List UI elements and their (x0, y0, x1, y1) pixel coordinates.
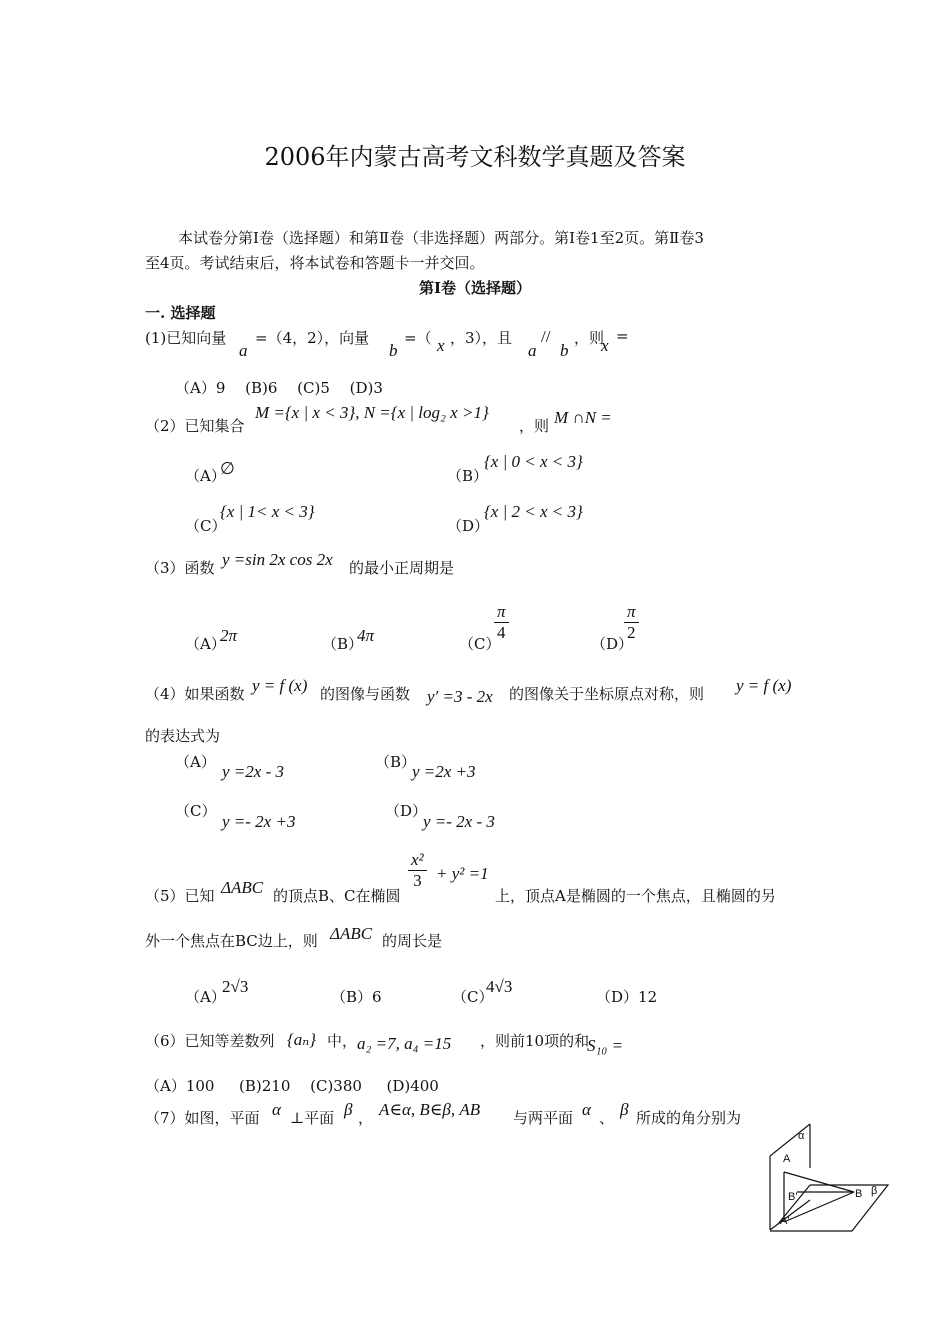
figure-label-alpha: α (798, 1130, 805, 1142)
q5-opt-c: 4√3 (486, 977, 513, 996)
q7-planes-figure (760, 1120, 890, 1235)
q4-func-2: y′ =3 - 2x (427, 687, 493, 706)
q2-opt-b-label: （B） (447, 467, 489, 485)
q5-opt-d: （D）12 (596, 988, 658, 1006)
section-title: 一. 选择题 (145, 304, 216, 322)
alpha-plane-base (770, 1200, 810, 1230)
page-title: 2006年内蒙古高考文科数学真题及答案 (264, 143, 686, 171)
q1-vector-b2: b (560, 341, 569, 360)
q5-line-2a: 外一个焦点在BC边上，则 (145, 932, 318, 950)
q4-mid-1: 的图像与函数 (320, 685, 411, 703)
q5-opt-b: （B）6 (331, 988, 382, 1006)
q5-mid-2: 上，顶点A是椭圆的一个焦点，且椭圆的另 (495, 887, 776, 905)
q1-then: ，则 (574, 329, 605, 347)
q3-opt-d-denominator: 2 (627, 623, 636, 642)
q5-frac-denominator: 3 (413, 871, 422, 890)
q1-prefix: (1)已知向量 (145, 329, 227, 347)
q1-vector-a: a (239, 341, 248, 360)
figure-label-B: B (855, 1188, 863, 1200)
q2-set-expr: M ={x | x < 3}, N ={x | log₂ x >1} (255, 403, 489, 422)
q1-options: （A）9 (B)6 (C)5 (D)3 (175, 379, 383, 397)
q2-result: M ∩N = (554, 408, 612, 427)
q6-options: （A）100 (B)210 (C)380 (D)400 (145, 1077, 439, 1095)
q4-opt-d: y =- 2x - 3 (423, 812, 495, 831)
q1-eq2: =（ (404, 329, 432, 347)
q7-beta: β (344, 1100, 353, 1119)
q4-opt-d-label: （D） (385, 802, 428, 820)
q2-then: ，则 (519, 417, 550, 435)
q7-mid: 与两平面 (513, 1109, 574, 1127)
q2-opt-b: {x | 0 < x < 3} (484, 452, 583, 471)
q2-opt-d: {x | 2 < x < 3} (484, 502, 583, 521)
q4-opt-a: y =2x - 3 (222, 762, 284, 781)
q2-opt-a: ∅ (220, 459, 235, 478)
part-title: 第Ⅰ卷（选择题） (418, 279, 532, 297)
q1-parallel: // (541, 327, 551, 346)
q5-opt-a: 2√3 (222, 977, 249, 996)
q4-opt-b-label: （B） (375, 753, 417, 771)
q4-prefix: （4）如果函数 (145, 685, 245, 703)
q3-opt-a: 2π (220, 626, 238, 645)
q7-alpha-2: α (582, 1100, 591, 1119)
q6-mid-2: ，则前10项的和 (480, 1032, 590, 1050)
q3-opt-c-fraction (494, 602, 509, 643)
q7-sep: 、 (599, 1109, 615, 1127)
q6-sum: S₁₀ = (587, 1036, 624, 1055)
figure-label-beta: β (871, 1185, 878, 1197)
q3-opt-b: 4π (357, 626, 375, 645)
figure-label-Bprime: B' (788, 1191, 798, 1203)
q4-opt-c-label: （C） (175, 802, 217, 820)
q3-suffix: 的最小正周期是 (349, 559, 455, 577)
q7-suffix: 所成的角分别为 (636, 1109, 742, 1127)
segment-AB (784, 1172, 854, 1192)
q4-opt-b: y =2x +3 (412, 762, 476, 781)
q5-mid-1: 的顶点B、C在椭圆 (273, 887, 401, 905)
q7-prefix: （7）如图，平面 (145, 1109, 260, 1127)
q7-beta-2: β (620, 1100, 629, 1119)
q4-func-3: y = f (x) (736, 676, 792, 695)
q7-condition: A∈α, B∈β, AB (379, 1100, 481, 1119)
q4-mid-2: 的图像关于坐标原点对称，则 (509, 685, 705, 703)
q3-opt-c-denominator: 4 (497, 623, 506, 642)
q7-alpha: α (272, 1100, 281, 1119)
q1-eq4: = (616, 327, 629, 345)
q5-triangle: ΔABC (221, 878, 264, 897)
q5-line-2b: 的周长是 (382, 932, 443, 950)
intro-line-1: 本试卷分第Ⅰ卷（选择题）和第Ⅱ卷（非选择题）两部分。第Ⅰ卷1至2页。第Ⅱ卷3 (178, 229, 704, 247)
intro-line-2: 至4页。考试结束后，将本试卷和答题卡一并交回。 (145, 254, 485, 272)
q6-sequence: {aₙ} (287, 1030, 316, 1049)
q1-x2: x (601, 336, 609, 355)
q6-prefix: （6）已知等差数列 (145, 1032, 275, 1050)
q3-opt-c-label: （C） (459, 635, 501, 653)
q3-opt-d-label: （D） (591, 635, 634, 653)
q2-opt-c-label: （C） (185, 517, 227, 535)
q2-opt-a-label: （A） (185, 467, 226, 485)
q5-opt-a-label: （A） (185, 988, 226, 1006)
q1-x: x (437, 336, 445, 355)
q3-opt-c-numerator: π (494, 602, 509, 623)
q6-mid: 中， (327, 1032, 358, 1050)
q3-function: y =sin 2x cos 2x (222, 550, 333, 569)
q3-prefix: （3）函数 (145, 559, 215, 577)
q4-opt-c: y =- 2x +3 (222, 812, 296, 831)
q1-vector-a2: a (528, 341, 537, 360)
q1-vector-b: b (389, 341, 398, 360)
q5-triangle-2: ΔABC (330, 924, 373, 943)
q5-opt-c-label: （C） (452, 988, 494, 1006)
q2-opt-c: {x | 1< x < 3} (220, 502, 315, 521)
q5-ellipse-fraction (408, 850, 427, 891)
q6-condition: a₂ =7, a₄ =15 (357, 1034, 452, 1053)
q2-prefix: （2）已知集合 (145, 417, 245, 435)
q5-ellipse-rest: + y² =1 (436, 864, 489, 883)
q3-opt-b-label: （B） (322, 635, 364, 653)
q4-line-2: 的表达式为 (145, 727, 221, 745)
q3-opt-d-fraction (624, 602, 639, 643)
q2-opt-d-label: （D） (447, 517, 490, 535)
q5-frac-numerator: x² (408, 850, 427, 871)
q7-perp: ⊥平面 (290, 1109, 335, 1127)
q7-comma: ， (358, 1109, 374, 1127)
q1-eq1: =（4，2），向量 (255, 329, 370, 347)
figure-label-A: A (783, 1153, 791, 1165)
q1-eq3: ，3），且 (450, 329, 513, 347)
q4-opt-a-label: （A） (175, 753, 216, 771)
q3-opt-a-label: （A） (185, 635, 226, 653)
figure-label-Aprime: A' (780, 1215, 790, 1227)
q3-opt-d-numerator: π (624, 602, 639, 623)
q5-prefix: （5）已知 (145, 887, 215, 905)
q4-func-1: y = f (x) (252, 676, 308, 695)
